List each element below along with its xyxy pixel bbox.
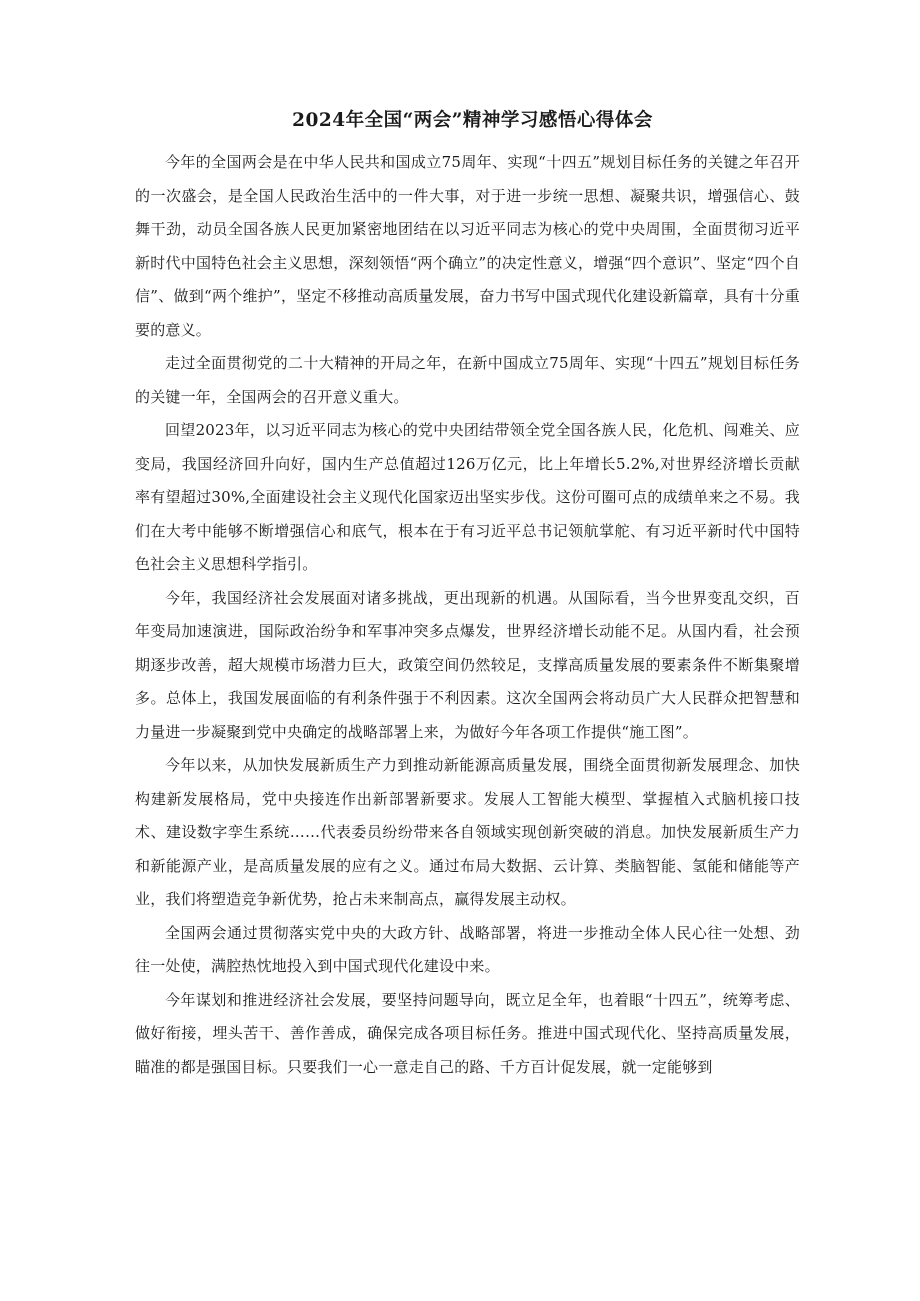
paragraph-3: 回望2023年，以习近平同志为核心的党中央团结带领全党全国各族人民，化危机、闯难关、应变局，我国经济回升向好，国内生产总值超过126万亿元，比上年增长5.2%,对世界经济增长贡献率有望超过30%,全面建设社会主义现代化国家迈出坚实步伐。这份可圈可点的成绩单来之不易。我们在大考中能够不断增强信心和底气，根本在于有习近平总书记领航掌舵、有习近平新时代中国特色社会主义思想科学指引。: [135, 421, 800, 573]
paragraph-4: 今年，我国经济社会发展面对诸多挑战，更出现新的机遇。从国际看，当今世界变乱交织，百年变局加速演进，国际政治纷争和军事冲突多点爆发，世界经济增长动能不足。从国内看，社会预期逐步改善，超大规模市场潜力巨大，政策空间仍然较足，支撑高质量发展的要素条件不断集聚增多。总体上，我国发展面临的有利条件强于不利因素。这次全国两会将动员广大人民群众把智慧和力量进一步凝聚到党中央确定的战略部署上来，为做好今年各项工作提供“施工图”。: [135, 588, 800, 741]
paragraph-5: 今年以来，从加快发展新质生产力到推动新能源高质量发展，围绕全面贯彻新发展理念、加快构建新发展格局，党中央接连作出新部署新要求。发展人工智能大模型、掌握植入式脑机接口技术、建设数字孪生系统……代表委员纷纷带来各自领域实现创新突破的消息。加快发展新质生产力和新能源产业，是高质量发展的应有之义。通过布局大数据、云计算、类脑智能、氢能和储能等产业，我们将塑造竞争新优势，抢占未来制高点，赢得发展主动权。: [135, 756, 800, 908]
document-title: 2024年全国“两会”精神学习感悟心得体会: [292, 110, 653, 131]
paragraph-1: 今年的全国两会是在中华人民共和国成立75周年、实现“十四五”规划目标任务的关键之年召开的一次盛会，是全国人民政治生活中的一件大事，对于进一步统一思想、凝聚共识，增强信心、鼓舞干劲，动员全国各族人民更加紧密地团结在以习近平同志为核心的党中央周围，全面贯彻习近平新时代中国特色社会主义思想，深刻领悟“两个确立”的决定性意义，增强“四个意识”、坚定“四个自信”、做到“两个维护”，坚定不移推动高质量发展，奋力书写中国式现代化建设新篇章，具有十分重要的意义。: [135, 153, 800, 339]
paragraph-2: 走过全面贯彻党的二十大精神的开局之年，在新中国成立75周年、实现“十四五”规划目标任务的关键一年，全国两会的召开意义重大。: [135, 354, 800, 406]
paragraph-6: 全国两会通过贯彻落实党中央的大政方针、战略部署，将进一步推动全体人民心往一处想、劲往一处使，满腔热忱地投入到中国式现代化建设中来。: [135, 923, 800, 975]
paragraph-7: 今年谋划和推进经济社会发展，要坚持问题导向，既立足全年，也着眼“十四五”，统筹考虑、做好衔接，埋头苦干、善作善成，确保完成各项目标任务。推进中国式现代化、坚持高质量发展，瞄准的都是强国目标。只要我们一心一意走自己的路、千方百计促发展，就一定能够到: [135, 990, 800, 1076]
